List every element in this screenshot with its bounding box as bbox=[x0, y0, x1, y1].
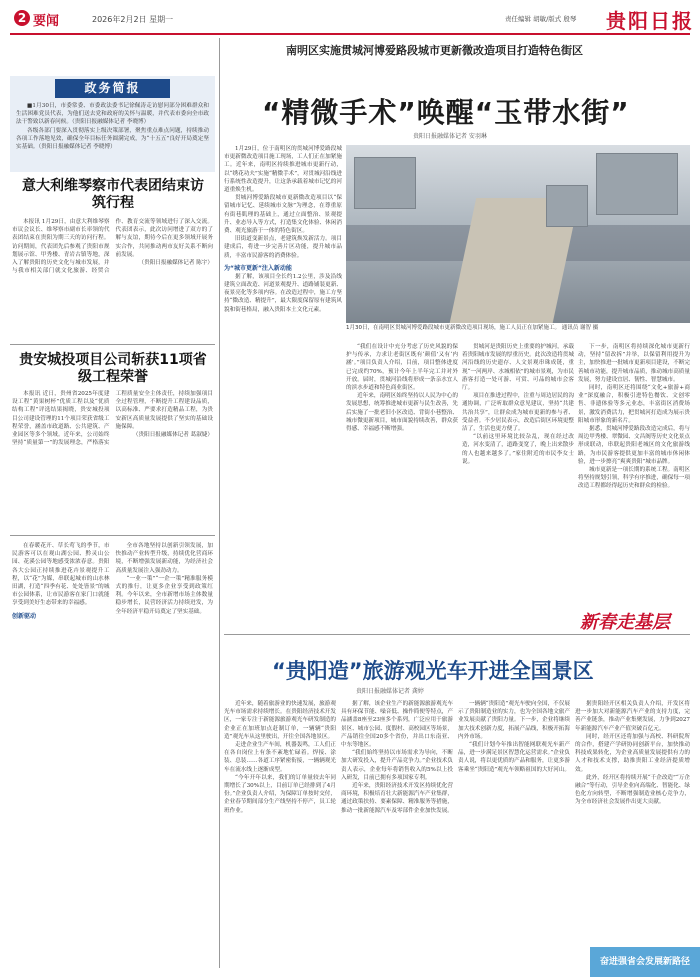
main-col-4-text: 下一步，南明区将持续深化城市更新行动，坚持“留改拆”并举，以保留利用提升为主，加快推进一批城市更新项目建设，不断完善城市功能，提升城市品质，推动城市高质量发展，努力建设宜居、韧性、智慧城市。 bbox=[578, 344, 690, 383]
briefs-title: 政务简报 bbox=[55, 79, 170, 98]
main-col-1-text-b: 贯城河博爱路段城市更新微改造项目以“保留城市记忆、延续城市文脉”为理念，在尊重原有街巷肌理的基础上，通过立面整治、景观提升、业态导入等方式，打造集文化体验、休闲消费、观光旅游于一体的特色街区。 bbox=[224, 195, 342, 235]
briefs-text: ■1月30日，市委常委、市委政法委书记徐佩涛走访慰问部分困难群众和生活困难党员代表，为他们送去党和政府的关怀与温暖，并代表市委向全市政法干警致以新春问候。（贵阳日报融媒体记者 李晓博） bbox=[16, 103, 209, 126]
main-col-2-text-c: 近年来，南明区始终坚持以人民为中心的发展思想，统筹推进城市更新与民生改善，先后实施了一批老旧小区改造、背街小巷整治、城市微更新项目，城市面貌持续改善，群众获得感、幸福感不断增强。 bbox=[346, 393, 458, 433]
main-byline: 贵阳日报融媒体记者 安羽琳 bbox=[413, 133, 487, 140]
story1-body bbox=[12, 218, 213, 275]
story2-title: 贵安城投项目公司斩获11项省级工程荣誉 bbox=[19, 352, 207, 385]
lower-col-3 bbox=[458, 700, 570, 774]
main-col-2-text-b: “我们在设计中充分考虑了历史风貌的保护与传承，力求让老街区既有‘颜值’又有‘内涵’。”项目负责人介绍，目前，项目整体进度已完成约70%，预计今年上半年完工并对外开放。届时，贯城河沿线将形成一条亲水宜人的滨水步道和特色商业街区。 bbox=[346, 344, 458, 392]
briefs-text-2: 各级各部门要深入贯彻落实上级决策部署，聚焦重点难点问题，持续推动各项工作落地见效，确保全年目标任务圆满完成，为“十五五”良好开局奠定坚实基础。（贵阳日报融媒体记者 李晓博） bbox=[16, 127, 209, 151]
lower-col-1-text: 近年来，随着旅游业的快速发展，旅游观光车市场需求持续增长。在贵阳经济技术开发区，一家专注于新能源旅游观光车研发制造的企业正在加班加点赶制订单，一辆辆“贵阳造”观光车从这里驶出，开往全国各地景区。 bbox=[224, 701, 336, 740]
lower-col-2-text: 据了解，该企业生产的新能源旅游观光车具有环保节能、噪音低、操作简便等特点，产品涵盖8座至23座多个系列，广泛应用于旅游景区、城市公园、度假村、高校园区等场景，产品销往全国20多个省份，并出口东南亚、中东等地区。 bbox=[341, 701, 453, 749]
lower-col-1-text-c: “今年开年以来，我们的订单量较去年同期增长了30%以上，目前订单已经排到了4月份。”企业负责人介绍，为保障订单按时交付，企业春节期间部分生产线坚持不停产，员工轮班作业。 bbox=[224, 774, 336, 814]
lower-left-text-3: “一业一策”“一企一策”精准服务模式的推行，让更多企业享受到政策红利。今年以来，全市新增市场主体数量稳步增长，民营经济活力持续迸发，为全年经济平稳开局奠定了坚实基础。 bbox=[115, 575, 213, 615]
section-name: 要闻 bbox=[33, 14, 60, 29]
divider bbox=[10, 344, 215, 345]
divider bbox=[224, 634, 690, 635]
main-col-3-text-c: “以前这里环境比较杂乱，现在经过改造，河水变清了，道路变宽了，晚上出来散步的人也越来越多了。”家住附近的市民李女士说。 bbox=[462, 434, 574, 465]
main-col-4-text-d: 城市更新是一项长期的系统工程。南明区将坚持规划引领，科学有序推进，确保每一项改造工程都经得起历史和群众的检验。 bbox=[578, 467, 690, 490]
main-kicker: 南明区实施贯城河博爱路段城市更新微改造项目打造特色街区 bbox=[286, 44, 583, 57]
lower-col-4-text: 据贵阳经开区相关负责人介绍，开发区将进一步加大对新能源汽车产业的支持力度，完善产业链条，推动产业集聚发展，力争到2027年新能源汽车产业产值突破百亿元。 bbox=[575, 701, 690, 732]
story2-body bbox=[12, 390, 213, 447]
lower-col-4-text-b: 同时，经开区还将加强与高校、科研院所的合作，搭建产学研协同创新平台，加快推动科技成果转化，为企业高质量发展提供有力的人才和技术支撑，助推贵阳工业经济提质增效。 bbox=[575, 733, 690, 773]
story1-text: 本报讯 1月29日，由意大利维琴察市议会议长、维琴察市副市长率领的代表团结束在贵阳为期三天的访问行程。访问期间，代表团先后参观了贵阳市规划展示馆、甲秀楼、青岩古镇等地，深入了解贵阳的历史文化与城市发展，并与我市相关部门就文化旅游、经贸合作、教育交流等领域进行了深入交流。代表团表示，此次访问增进了双方的了解与友谊，期待今后在更多领域开展务实合作，共同推动两市友好关系不断向前发展。 bbox=[12, 219, 213, 275]
main-col-2 bbox=[346, 343, 458, 433]
main-photo-caption: 1月30日，在南明区贯城河博爱路段城市更新微改造项目现场，施工人员正在加紧施工。 通讯员 谢智 摄 bbox=[346, 325, 599, 331]
main-title: “精微手术”唤醒“玉带水街” bbox=[262, 96, 630, 129]
divider bbox=[10, 535, 215, 536]
issue-date: 2026年2月2日 星期一 bbox=[92, 15, 174, 24]
main-col-3-text-b: 项目在推进过程中，注重与周边居民的沟通协调，广泛听取群众意见建议，坚持“共建共治共享”，让群众成为城市更新的参与者、受益者。不少居民表示，改造后街区环境更整洁了，生活也更方便了。 bbox=[462, 393, 574, 433]
briefs-body bbox=[16, 102, 209, 151]
photo-building bbox=[596, 153, 678, 215]
newspaper-masthead: 贵阳日报 bbox=[606, 9, 694, 33]
story2-author: （贵阳日报融媒体记者 葛淑婕） bbox=[132, 432, 213, 439]
main-subhead: 为“城市更新”注入新动能 bbox=[224, 264, 292, 272]
lower-col-2-text-b: “我们始终坚持以市场需求为导向，不断加大研发投入，提升产品竞争力。”企业技术负责人表示，企业每年将销售收入的5%以上投入研发，目前已拥有多项国家专利。 bbox=[341, 750, 453, 781]
header-rule bbox=[10, 33, 690, 35]
lower-col-1-text-b: 走进企业生产车间，机器轰鸣，工人们正在各自岗位上有条不紊地忙碌着。焊接、涂装、总装……各道工序紧密衔接，一辆辆观光车在流水线上逐渐成型。 bbox=[224, 742, 336, 773]
lower-col-2-text-c: 近年来，贵阳经济技术开发区持续优化营商环境，积极培育壮大新能源汽车产业集群，通过政策扶持、要素保障、精准服务等措施，推动一批新能源汽车及零部件企业加快发展。 bbox=[341, 783, 453, 814]
story2-headline bbox=[18, 352, 208, 386]
lower-left-text: 在春暖花开、草长莺飞的季节，市民游客可以在观山湖公园、黔灵山公园、花溪公园等地感受浓浓春意。贵阳各大公园正持续推进花卉景观提升工程，以“花”为媒，串联起城市的山水林田湖，打造“四季有花、处处皆景”的城市公园体系，让市民游客在家门口就能享受到美好生态带来的幸福感。 bbox=[12, 543, 110, 607]
photo-building bbox=[546, 185, 588, 227]
main-col-4-text-b: 同时，南明区还将围绕“文化+旅游+商业”深度融合，积极引进特色餐饮、文创零售、非遗体验等多元业态，丰富街区消费场景，激发消费活力，把贯城河打造成为展示贵阳城市形象的新名片。 bbox=[578, 385, 690, 424]
lower-left-subhead: 创新驱动 bbox=[12, 612, 37, 620]
main-col-1 bbox=[224, 145, 342, 314]
main-col-4 bbox=[578, 343, 690, 491]
photo-building bbox=[354, 157, 416, 209]
lower-col-1 bbox=[224, 700, 336, 815]
main-col-2-text: 据了解，该项目全长约1.2公里，涉及沿线建筑立面改造、河道景观提升、道路铺装更新、夜景亮化等多项内容。在改造过程中，施工方坚持“微改造、精提升”，最大限度保留原有建筑风貌和街巷格局，融入贵阳本土文化元素。 bbox=[224, 273, 342, 313]
story1-title: 意大利维琴察市代表团结束访筑行程 bbox=[22, 178, 204, 211]
story1-headline bbox=[18, 178, 208, 212]
lower-left-body bbox=[12, 542, 213, 620]
main-col-3-text: 贯城河是贵阳历史上重要的护城河，承载着贵阳城市发展的厚重历史。此次改造将贯城河沿线的历史遗存、人文景观串珠成链，重现“一河两岸、水城相依”的城市景观，为市民游客打造一处可游、可赏、可品的城市会客厅。 bbox=[462, 344, 575, 392]
main-col-1-text-c: 旧街道变新景点，老建筑焕发新活力。项目建成后，将进一步完善片区功能，提升城市品质，丰富市民游客的消费体验。 bbox=[224, 236, 342, 259]
story2-text: 本报讯 近日，贵州省2025年度建设工程“黄果树杯”优质工程以及“优质结构工程”评选结果揭晓，贵安城投项目公司建设管理的11个项目荣获省级工程荣誉，涵盖市政道路、公共建筑、产业园区等多个领域。近年来，公司始终坚持“质量第一”的发展理念，严格落实工程质量安全主体责任，持续加强项目全过程管理，不断提升工程建设品质，以高标准、严要求打造精品工程，为贵安新区高质量发展提供了坚实的基础设施保障。 bbox=[12, 391, 213, 447]
story1-author: （贵阳日报融媒体记者 陈宇） bbox=[138, 260, 213, 267]
lower-col-4 bbox=[575, 700, 690, 807]
lower-col-2 bbox=[341, 700, 453, 815]
lower-col-3-text: 一辆辆“贵阳造”观光车驶向全国，不仅展示了贵阳制造业的实力，也为全国各地文旅产业发展贡献了贵阳力量。下一步，企业将继续加大技术创新力度，拓展产品线，积极开拓海内外市场。 bbox=[458, 701, 570, 740]
page-number: 2 bbox=[14, 10, 30, 26]
footer-banner: 奋进强省会发展新路径 bbox=[590, 947, 700, 977]
main-col-3 bbox=[462, 343, 574, 466]
lower-left-text-2: 全市各地坚持以创新引领发展，加快推动产业转型升级，持续优化营商环境，不断增强发展新动能，为经济社会高质量发展注入强劲动力。 bbox=[115, 543, 213, 574]
page-header bbox=[0, 0, 700, 34]
main-col-4-text-c: 据悉，贯城河博爱路段改造完成后，将与周边甲秀楼、翠微园、文昌阁等历史文化景点形成联动，串联起贵阳老城区的文化旅游线路，为市民游客提供更加丰富的城市休闲体验，进一步擦亮“爽爽贵阳”城市品牌。 bbox=[578, 426, 690, 465]
lower-byline: 贵阳日报融媒体记者 龚婷 bbox=[356, 688, 424, 695]
main-photo bbox=[346, 145, 690, 323]
editors-credit: 责任编辑 胡敏/版式 殷琴 bbox=[505, 15, 577, 23]
lower-title: “贵阳造”旅游观光车开进全国景区 bbox=[272, 659, 594, 683]
column-divider bbox=[219, 38, 220, 968]
lower-col-4-text-c: 此外，经开区将持续开展“千企改造”“万企融合”等行动，引导企业向高端化、智能化、绿色化方向转型，不断增强制造业核心竞争力，为全市经济社会发展作出更大贡献。 bbox=[575, 774, 690, 806]
main-col-1-text: 1月29日，位于南明区的贯城河博爱路段城市更新微改造项目施工现场，工人们正在加紧施工。近年来，南明区持续推进城市更新行动，以“绣花功夫”实施“精微手术”，对贯城河沿线进行系统性改造提升，让这条承载着城市记忆的河道重焕生机。 bbox=[224, 146, 342, 194]
spring-banner: 新春走基层 bbox=[580, 612, 670, 633]
lower-col-3-text-b: “我们计划今年推出智能网联观光车新产品，进一步满足景区智慧化运营需求。”企业负责人说，将以更优质的产品和服务，让更多游客乘坐“贵阳造”观光车领略祖国的大好河山。 bbox=[458, 742, 571, 773]
